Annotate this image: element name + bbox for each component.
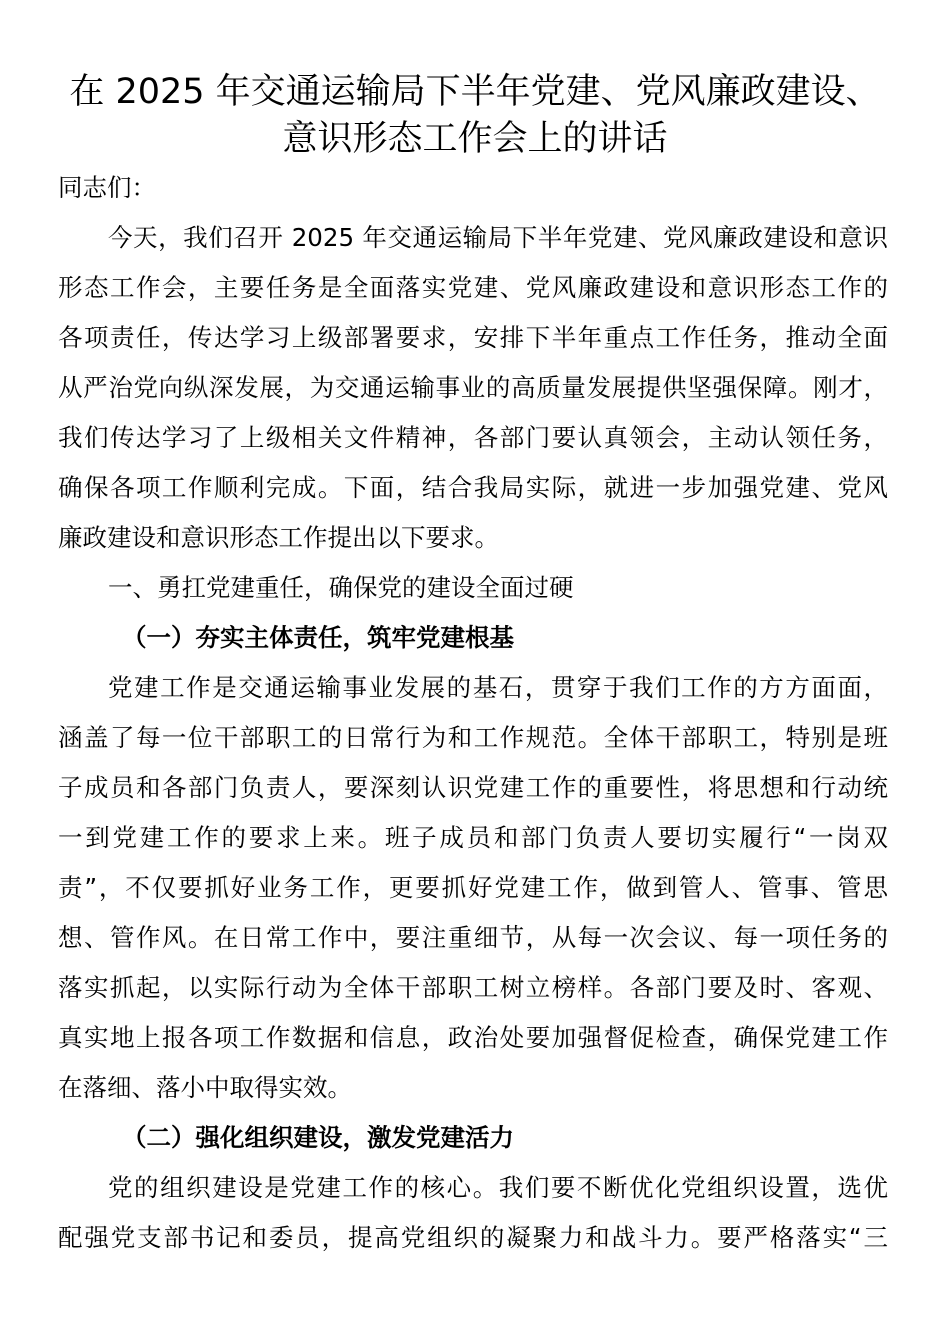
document-title-line-1: 在 2025 年交通运输局下半年党建、党风廉政建设、 bbox=[69, 72, 881, 112]
paragraph-1-line-3: 各项责任，传达学习上级部署要求，安排下半年重点工作任务，推动全面 bbox=[58, 323, 888, 352]
paragraph-2-line-7: 落实抓起，以实际行动为全体干部职工树立榜样。各部门要及时、客观、 bbox=[58, 973, 888, 1002]
paragraph-2-line-9: 在落细、落小中取得实效。 bbox=[58, 1073, 352, 1102]
section-1-heading: 一、勇扛党建重任，确保党的建设全面过硬 bbox=[108, 573, 574, 602]
paragraph-3-line-2: 配强党支部书记和委员，提高党组织的凝聚力和战斗力。要严格落实“三 bbox=[58, 1223, 888, 1252]
subsection-2-heading: （二）强化组织建设，激发党建活力 bbox=[122, 1123, 514, 1152]
subsection-1-heading: （一）夯实主体责任，筑牢党建根基 bbox=[122, 623, 514, 652]
paragraph-1-line-4: 从严治党向纵深发展，为交通运输事业的高质量发展提供坚强保障。刚才， bbox=[58, 373, 888, 402]
paragraph-2-line-5: 责”，不仅要抓好业务工作，更要抓好党建工作，做到管人、管事、管思 bbox=[58, 873, 888, 902]
paragraph-2-line-2: 涵盖了每一位干部职工的日常行为和工作规范。全体干部职工，特别是班 bbox=[58, 723, 888, 752]
paragraph-1-line-5: 我们传达学习了上级相关文件精神，各部门要认真领会，主动认领任务， bbox=[58, 423, 888, 452]
paragraph-2-line-3: 子成员和各部门负责人，要深刻认识党建工作的重要性，将思想和行动统 bbox=[58, 773, 888, 802]
paragraph-2-line-8: 真实地上报各项工作数据和信息，政治处要加强督促检查，确保党建工作 bbox=[58, 1023, 888, 1052]
paragraph-2-line-1: 党建工作是交通运输事业发展的基石，贯穿于我们工作的方方面面， bbox=[108, 673, 888, 702]
paragraph-1-line-7: 廉政建设和意识形态工作提出以下要求。 bbox=[58, 523, 499, 552]
document-title-line-2: 意识形态工作会上的讲话 bbox=[282, 119, 668, 159]
paragraph-3-line-1: 党的组织建设是党建工作的核心。我们要不断优化党组织设置，选优 bbox=[108, 1173, 888, 1202]
paragraph-2-line-6: 想、管作风。在日常工作中，要注重细节，从每一次会议、每一项任务的 bbox=[58, 923, 888, 952]
paragraph-1-line-1: 今天，我们召开 2025 年交通运输局下半年党建、党风廉政建设和意识 bbox=[108, 223, 888, 252]
salutation: 同志们： bbox=[58, 173, 156, 202]
paragraph-1-line-2: 形态工作会，主要任务是全面落实党建、党风廉政建设和意识形态工作的 bbox=[58, 273, 888, 302]
paragraph-1-line-6: 确保各项工作顺利完成。下面，结合我局实际，就进一步加强党建、党风 bbox=[58, 473, 888, 502]
paragraph-2-line-4: 一到党建工作的要求上来。班子成员和部门负责人要切实履行“一岗双 bbox=[58, 823, 888, 852]
